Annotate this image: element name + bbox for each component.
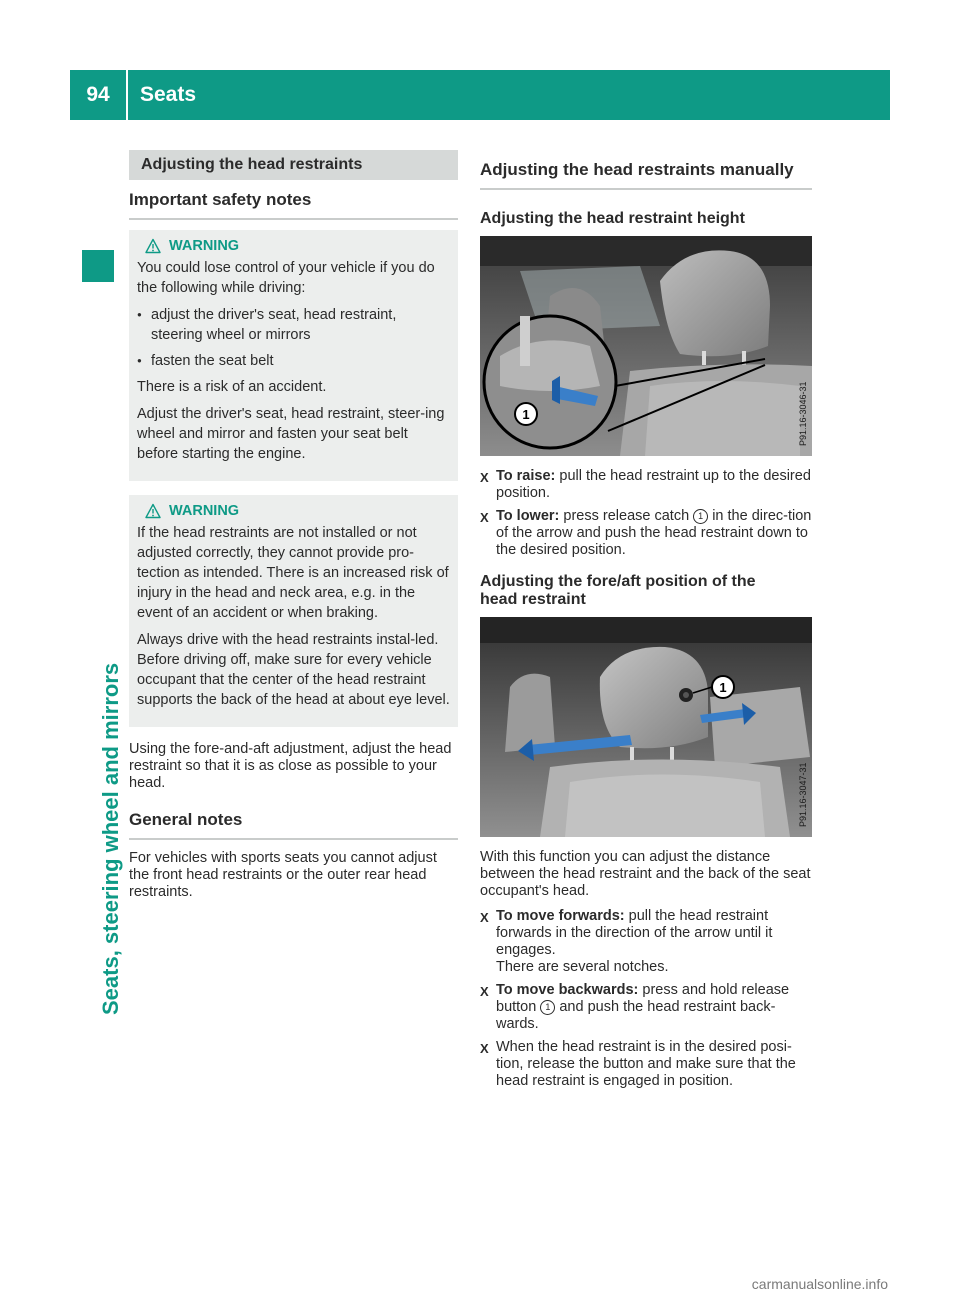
manual-adjust-heading: Adjusting the head restraints manually bbox=[480, 150, 812, 190]
step-label: To raise: bbox=[496, 468, 556, 484]
step-raise bbox=[480, 468, 812, 502]
figure-code: P91.16-3046-31 bbox=[798, 381, 808, 446]
step-text: and push the head restraint back-wards. bbox=[496, 999, 776, 1032]
general-notes-paragraph: For vehicles with sports seats you cannot adjust the front head restraints or the outer rear head restraints. bbox=[129, 850, 437, 900]
warning-title-2 bbox=[137, 503, 450, 519]
callout-marker: 1 bbox=[693, 509, 708, 524]
step-release bbox=[480, 1039, 812, 1090]
head-restraint-height-illustration bbox=[480, 236, 812, 456]
figure-callout: 1 bbox=[719, 680, 727, 695]
step-lower bbox=[480, 508, 812, 559]
step-move-forwards bbox=[480, 908, 812, 976]
running-header: Seats bbox=[140, 83, 197, 106]
warning-title-1 bbox=[137, 238, 450, 254]
figure-code: P91.16-3047-31 bbox=[798, 762, 808, 827]
callout-marker: 1 bbox=[540, 1000, 555, 1015]
step-text: press release catch bbox=[559, 508, 694, 524]
figure-callout: 1 bbox=[522, 407, 530, 422]
figure-head-restraint-height bbox=[480, 236, 812, 456]
step-text: When the head restraint is in the desired posi-tion, release the button and make sure that the head restraint is engaged in position. bbox=[496, 1039, 796, 1089]
step-arrow-icon: X bbox=[480, 910, 489, 925]
left-column bbox=[129, 150, 458, 909]
warning-triangle-icon bbox=[145, 238, 161, 254]
step-label: To move forwards: bbox=[496, 908, 625, 924]
warning-list-item: ● adjust the driver's seat, head restraint, steering wheel or mirrors bbox=[137, 305, 450, 345]
right-column bbox=[480, 150, 812, 1096]
warning-intro: You could lose control of your vehicle if you do the following while driving: bbox=[137, 260, 435, 296]
section-title: Adjusting the head restraints bbox=[129, 150, 458, 180]
step-text: press and hold release button bbox=[496, 982, 790, 1015]
step-arrow-icon: X bbox=[480, 510, 489, 525]
general-notes-heading: General notes bbox=[129, 800, 458, 840]
step-arrow-icon: X bbox=[480, 984, 489, 999]
watermark: carmanualsonline.info bbox=[751, 1276, 888, 1292]
step-label: To move backwards: bbox=[496, 982, 639, 998]
step-text: pull the head restraint up to the desired position. bbox=[496, 468, 811, 501]
foreaft-steps bbox=[480, 908, 812, 1090]
warning-box-2 bbox=[129, 495, 458, 727]
warning-text: If the head restraints are not installed or not adjusted correctly, they cannot provide pro-tection as intended. There is an increased risk of injury in the head and neck area, e.g. in the event of an accident or when braking. bbox=[137, 525, 449, 621]
warning-text: Always drive with the head restraints instal-led. Before driving off, make sure for every vehicle occupant that the center of the head restraint supports the back of the head at about eye level. bbox=[137, 632, 450, 708]
figure-head-restraint-foreaft bbox=[480, 617, 812, 837]
step-arrow-icon: X bbox=[480, 470, 489, 485]
header-divider bbox=[126, 70, 128, 120]
height-heading: Adjusting the head restraint height bbox=[480, 210, 745, 227]
warning-triangle-icon bbox=[145, 503, 161, 519]
head-restraint-foreaft-illustration bbox=[480, 617, 812, 837]
step-move-backwards bbox=[480, 982, 812, 1033]
warning-list-item: ● fasten the seat belt bbox=[137, 351, 450, 371]
foreaft-paragraph: Using the fore-and-aft adjustment, adjust the head restraint so that it is as close as possible to your head. bbox=[129, 741, 452, 791]
step-text: in the direc-tion of the arrow and push the head restraint down to the desired position. bbox=[496, 508, 812, 558]
foreaft-heading: Adjusting the fore/aft position of the head restraint bbox=[480, 573, 756, 608]
chapter-title: Seats, steering wheel and mirrors bbox=[98, 662, 123, 1015]
warning-list bbox=[137, 305, 450, 371]
step-note: There are several notches. bbox=[496, 959, 669, 975]
step-arrow-icon: X bbox=[480, 1041, 489, 1056]
warning-label: WARNING bbox=[169, 238, 240, 254]
step-text: pull the head restraint forwards in the direction of the arrow until it engages. bbox=[496, 908, 773, 958]
warning-risk: There is a risk of an accident. bbox=[137, 379, 327, 395]
step-label: To lower: bbox=[496, 508, 560, 524]
warning-box-1 bbox=[129, 230, 458, 481]
warning-instruction: Adjust the driver's seat, head restraint, steer-ing wheel and mirror and fasten your seat belt before starting the engine. bbox=[137, 406, 445, 462]
chapter-tab-marker bbox=[82, 250, 114, 282]
height-steps bbox=[480, 468, 812, 559]
warning-label: WARNING bbox=[169, 503, 240, 519]
safety-notes-heading: Important safety notes bbox=[129, 180, 458, 220]
page-number: 94 bbox=[86, 83, 110, 106]
function-paragraph: With this function you can adjust the distance between the head restraint and the back of the seat occupant's head. bbox=[480, 849, 811, 899]
